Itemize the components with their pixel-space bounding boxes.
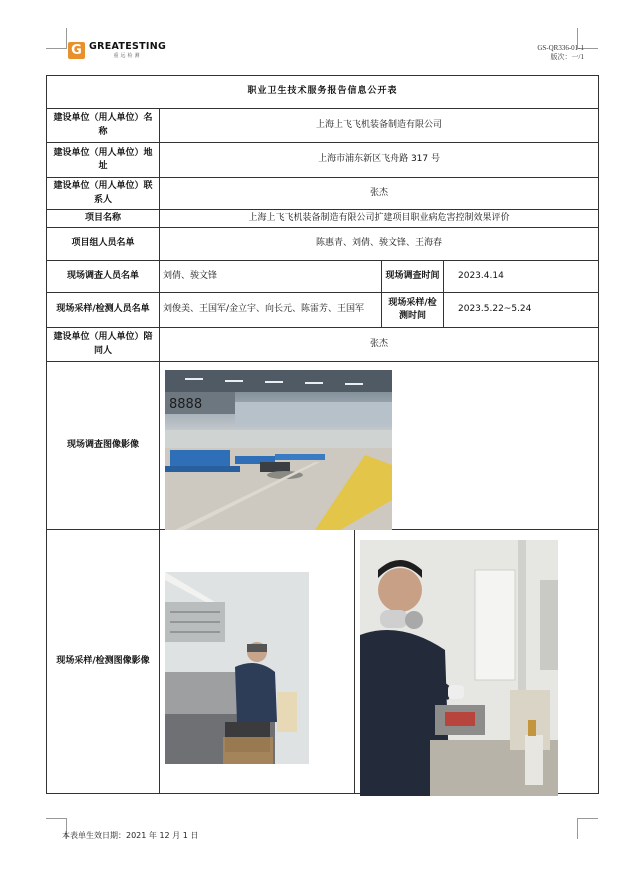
survey-time-label: 现场调查时间 — [382, 261, 444, 293]
logo-english-text: GREATESTING — [89, 41, 167, 53]
project-name-value: 上海上飞飞机装备制造有限公司扩建项目职业病危害控制效果评价 — [160, 210, 599, 228]
svg-text:8888: 8888 — [169, 397, 203, 412]
sampling-time-value: 2023.5.22~5.24 — [444, 293, 599, 328]
survey-photo-workshop — [165, 370, 392, 530]
unit-name-label: 建设单位（用人单位）名称 — [47, 109, 160, 143]
unit-name-value: 上海上飞飞机装备制造有限公司 — [160, 109, 599, 143]
page-title: 职业卫生技术服务报告信息公开表 — [47, 76, 599, 109]
unit-address-label: 建设单位（用人单位）地址 — [47, 143, 160, 178]
logo-mark-icon: G — [68, 42, 85, 59]
sampling-photo-worker-bench — [165, 572, 309, 764]
crop-mark-bottom-right — [577, 818, 598, 839]
project-name-label: 项目名称 — [47, 210, 160, 228]
escort-label: 建设单位（用人单位）陪同人 — [47, 328, 160, 362]
effective-date: 本表单生效日期：2021 年 12 月 1 日 — [62, 831, 199, 840]
team-value: 陈惠青、刘倩、骏文锋、王海春 — [160, 228, 599, 261]
document-number-block — [537, 44, 584, 62]
crop-mark-top-left — [46, 28, 67, 49]
document-number: GS-QR336-01-1 — [537, 44, 584, 52]
survey-time-value: 2023.4.14 — [444, 261, 599, 293]
unit-address-value: 上海市浦东新区飞舟路 317 号 — [160, 143, 599, 178]
sampling-people-value: 刘俊美、王国军/金立宇、向长元、陈雷芳、王国军 — [160, 293, 382, 328]
company-logo — [68, 42, 166, 59]
survey-images-label: 现场调查图像影像 — [47, 362, 160, 530]
sampling-time-label: 现场采样/检测时间 — [382, 293, 444, 328]
contact-value: 张杰 — [160, 178, 599, 210]
escort-value: 张杰 — [160, 328, 599, 362]
document-version: 版次：一/1 — [550, 52, 584, 61]
survey-people-value: 刘倩、骏文锋 — [160, 261, 382, 293]
team-label: 项目组人员名单 — [47, 228, 160, 261]
logo-chinese-text: 重远检测 — [113, 52, 142, 59]
sampling-images-label: 现场采样/检测图像影像 — [47, 530, 160, 794]
sampling-photo-respirator-worker — [360, 540, 558, 796]
sampling-people-label: 现场采样/检测人员名单 — [47, 293, 160, 328]
contact-label: 建设单位（用人单位）联系人 — [47, 178, 160, 210]
survey-people-label: 现场调查人员名单 — [47, 261, 160, 293]
